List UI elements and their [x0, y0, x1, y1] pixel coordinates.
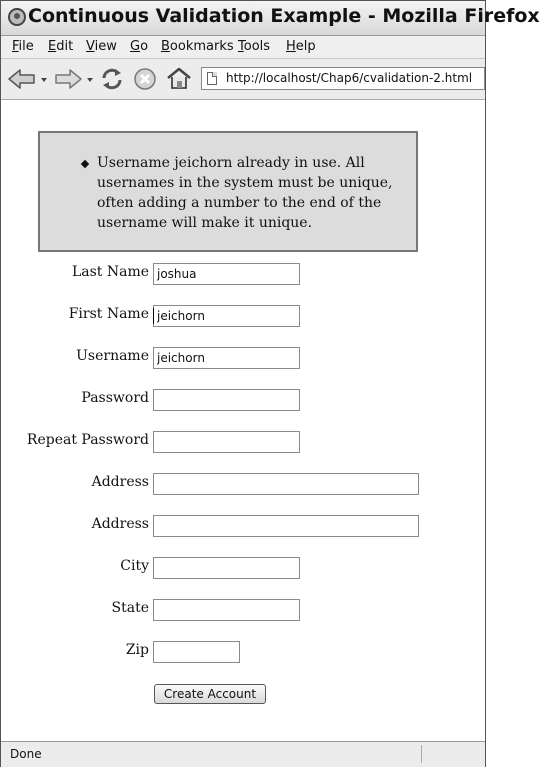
last-name-input[interactable]	[153, 263, 300, 285]
firefox-icon	[8, 8, 26, 26]
last-name-label: Last Name	[71, 264, 149, 280]
url-text[interactable]: http://localhost/Chap6/cvalidation-2.html	[226, 71, 473, 85]
city-label: City	[120, 558, 149, 574]
menu-bookmarks-accel: B	[161, 39, 170, 54]
first-name-label: First Name	[68, 306, 149, 322]
menu-go-label: o	[140, 39, 149, 54]
zip-label: Zip	[125, 642, 149, 658]
username-input[interactable]	[153, 347, 300, 369]
error-message-box	[38, 131, 418, 252]
title-bar	[1, 1, 540, 36]
url-bar[interactable]	[201, 67, 485, 90]
menu-go-accel: G	[130, 39, 141, 54]
menu-view-accel: V	[86, 39, 95, 54]
forward-dropdown-icon[interactable]	[87, 78, 93, 82]
create-account-button[interactable]: Create Account	[154, 684, 266, 704]
menu-tools[interactable]	[238, 39, 270, 54]
repeat-password-label: Repeat Password	[26, 432, 149, 448]
home-icon[interactable]	[166, 66, 192, 90]
menu-file-accel: F	[12, 39, 19, 54]
address-2-label: Address	[91, 516, 149, 532]
menu-help-accel: H	[286, 39, 296, 54]
bullet-icon	[81, 160, 89, 168]
menu-bar	[1, 36, 485, 59]
username-label: Username	[76, 348, 149, 364]
menu-help[interactable]	[286, 39, 316, 54]
menu-file-label: ile	[18, 39, 34, 54]
menu-bookmarks-label: ookmarks	[169, 39, 234, 54]
page-content	[1, 100, 485, 740]
city-input[interactable]	[153, 557, 300, 579]
error-message: Username jeichorn already in use. All usernames in the system must be unique, often adding a number to the end of the username will make it unique.	[97, 155, 393, 231]
back-dropdown-icon[interactable]	[41, 78, 47, 82]
status-divider	[421, 745, 422, 763]
back-icon[interactable]	[7, 68, 37, 90]
address-label: Address	[91, 474, 149, 490]
password-label: Password	[81, 390, 149, 406]
window-title: Continuous Validation Example - Mozilla Firefox	[28, 5, 540, 27]
state-label: State	[111, 600, 149, 616]
zip-input[interactable]	[153, 641, 240, 663]
state-input[interactable]	[153, 599, 300, 621]
text-cursor	[153, 308, 154, 324]
status-text: Done	[10, 747, 42, 761]
stop-icon[interactable]	[133, 67, 157, 91]
reload-icon[interactable]	[99, 66, 125, 92]
navigation-toolbar	[1, 59, 485, 100]
menu-tools-label: ools	[243, 39, 271, 54]
menu-file[interactable]	[12, 39, 34, 54]
menu-edit[interactable]	[48, 39, 73, 54]
forward-icon[interactable]	[53, 68, 83, 90]
repeat-password-input[interactable]	[153, 431, 300, 453]
menu-go[interactable]	[130, 39, 148, 54]
menu-bookmarks[interactable]	[161, 39, 234, 54]
address-2-input[interactable]	[153, 515, 419, 537]
password-input[interactable]	[153, 389, 300, 411]
address-input[interactable]	[153, 473, 419, 495]
page-icon	[207, 72, 217, 85]
status-bar	[1, 741, 485, 767]
menu-edit-accel: E	[48, 39, 57, 54]
menu-view-label: iew	[94, 39, 117, 54]
menu-tools-accel: T	[238, 39, 244, 54]
first-name-input[interactable]	[153, 305, 300, 327]
menu-help-label: elp	[295, 39, 316, 54]
menu-edit-label: dit	[56, 39, 74, 54]
menu-view[interactable]	[86, 39, 117, 54]
